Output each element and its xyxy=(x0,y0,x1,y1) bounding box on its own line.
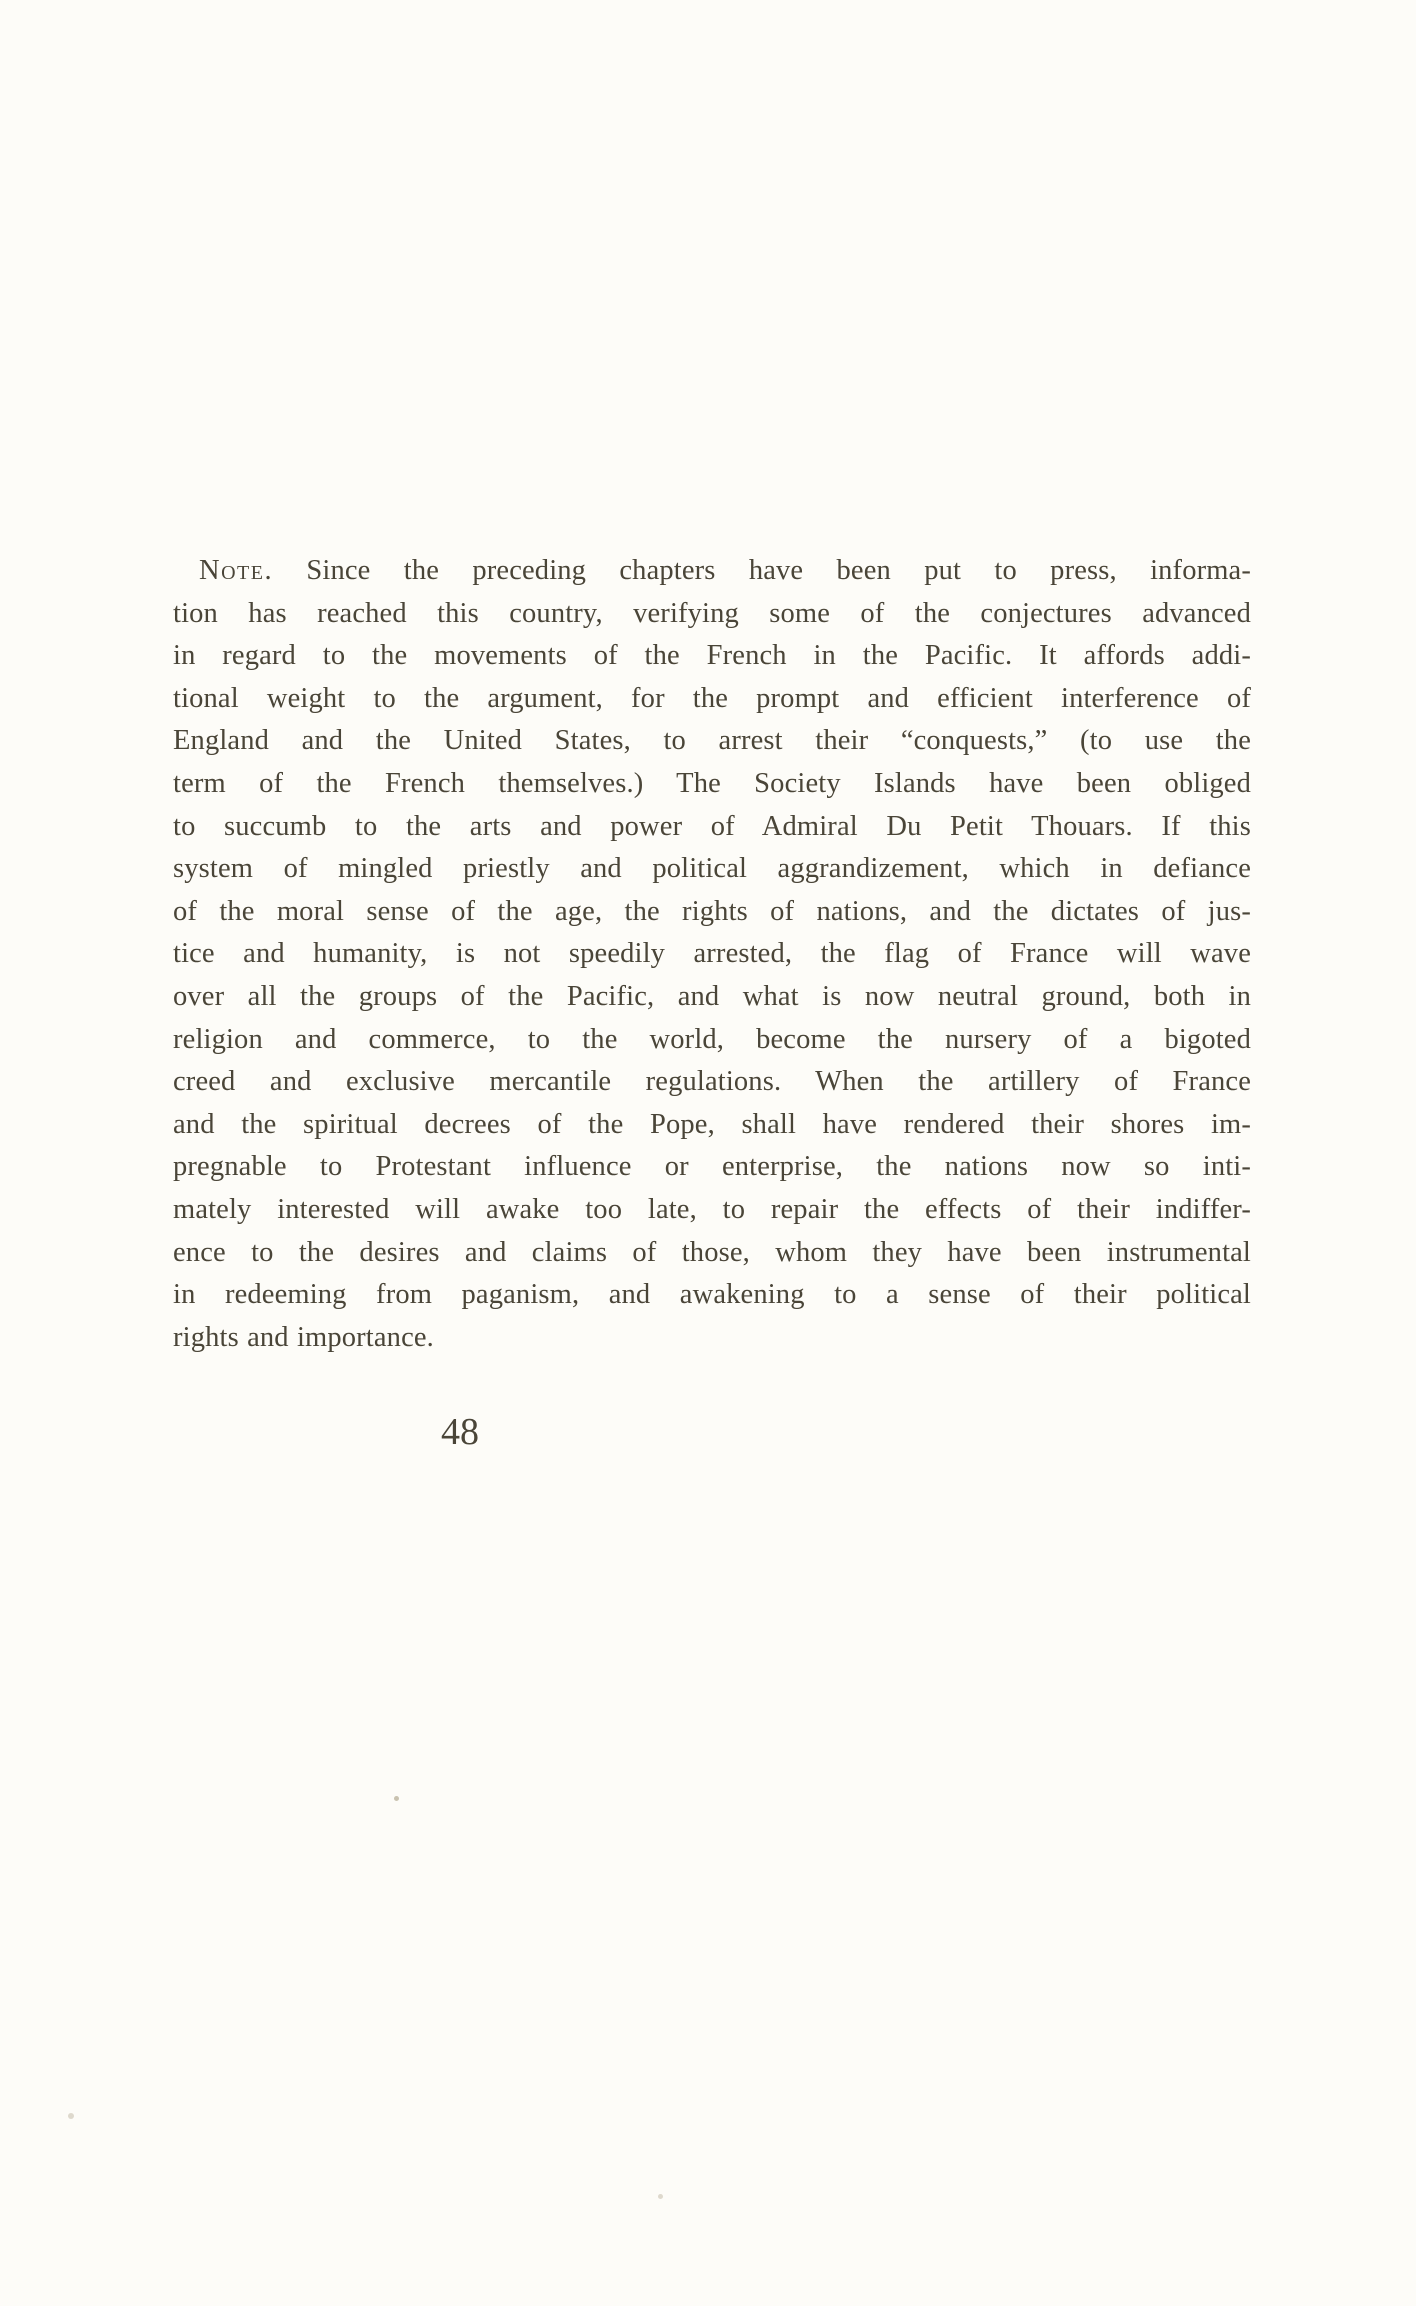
note-line-6: term of the French themselves.) The Society Islands have been obliged xyxy=(173,767,1251,799)
note-line-7: to succumb to the arts and power of Admiral Du Petit Thouars. If this xyxy=(173,810,1251,842)
note-line-2: tion has reached this country, verifying some of the conjectures advanced xyxy=(173,597,1251,629)
note-line-8: system of mingled priestly and political aggrandizement, which in defiance xyxy=(173,853,1251,885)
note-line-17: ence to the desires and claims of those, whom they have been instrumental xyxy=(173,1236,1251,1268)
note-label: Note. xyxy=(199,555,274,586)
note-line-5: England and the United States, to arrest their “conquests,” (to use the xyxy=(173,725,1251,757)
note-line-12: religion and commerce, to the world, become the nursery of a bigoted xyxy=(173,1023,1251,1055)
note-line-9: of the moral sense of the age, the rights of nations, and the dictates of jus- xyxy=(173,895,1251,927)
note-line-19: rights and importance. xyxy=(173,1321,434,1353)
note-line-3: in regard to the movements of the French in the Pacific. It affords addi- xyxy=(173,640,1251,672)
note-line-text: Since the preceding chapters have been put to press, informa- xyxy=(306,555,1251,586)
note-paragraph xyxy=(173,550,1251,1359)
note-line-14: and the spiritual decrees of the Pope, shall have rendered their shores im- xyxy=(173,1108,1251,1140)
note-line-18: in redeeming from paganism, and awakening to a sense of their political xyxy=(173,1279,1251,1311)
paper-speck xyxy=(394,1796,399,1801)
paper-speck xyxy=(68,2113,74,2119)
note-line-16: mately interested will awake too late, to repair the effects of their indiffer- xyxy=(173,1193,1251,1225)
note-line-13: creed and exclusive mercantile regulations. When the artillery of France xyxy=(173,1066,1251,1098)
paper-speck xyxy=(658,2194,663,2199)
page-number: 48 xyxy=(441,1411,479,1453)
note-line-11: over all the groups of the Pacific, and what is now neutral ground, both in xyxy=(173,980,1251,1012)
note-line-4: tional weight to the argument, for the prompt and efficient interference of xyxy=(173,682,1251,714)
note-line-1 xyxy=(173,550,1251,593)
note-line-15: pregnable to Protestant influence or enterprise, the nations now so inti- xyxy=(173,1151,1251,1183)
note-line-10: tice and humanity, is not speedily arrested, the flag of France will wave xyxy=(173,938,1251,970)
